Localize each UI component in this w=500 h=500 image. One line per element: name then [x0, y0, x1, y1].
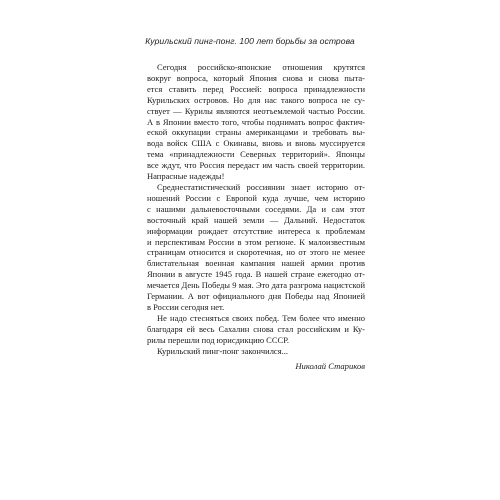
author-signature: Николай Стариков [295, 361, 365, 371]
running-head: Курильский пинг-понг. 100 лет борьбы за острова [145, 36, 355, 46]
text-line: благодаря ей весь Сахалин снова стал российским и Ку- [147, 323, 365, 334]
text-line: Сегодня российско-японские отношения крутятся [157, 62, 365, 72]
text-line: Японии в августе 1945 года. В нашей стране ежегодно от- [147, 269, 365, 280]
text-line: восточный край нашей земли — Дальний. Недостаток [147, 214, 365, 225]
text-line: ношений России с Европой куда лучше, чем историю [147, 192, 365, 203]
text-line: Среднестатистический россиянин знает историю от- [157, 181, 365, 192]
text-line: ется ставить перед Россией: вопроса принадлежности [147, 83, 365, 94]
text-line: информации рождает отсутствие интереса к проблемам [147, 225, 365, 236]
text-line: мечается День Победы 9 мая. Это дата разгрома нацистской [147, 280, 365, 291]
body-text [137, 62, 365, 356]
paragraph-3 [137, 313, 365, 346]
text-line: Курильских островов. Но для нас такого вопроса не су- [147, 94, 365, 105]
text-line: с нашими дальневосточными соседями. Да и сам этот [147, 203, 365, 214]
text-line: вокруг вопроса, который Япония снова и снова пыта- [147, 72, 365, 83]
text-line: Не надо стесняться своих побед. Тем более что именно [157, 312, 365, 323]
text-line: ствует — Курилы являются неотъемлемой частью России. [147, 105, 365, 116]
text-line: тема «принадлежности Северных территорий». Японцы [147, 149, 365, 160]
paragraph-4 [137, 346, 365, 357]
paragraph-2 [137, 182, 365, 313]
text-line: в России сегодня нет. [147, 301, 225, 312]
text-line: блистательная военная кампания нашей армии против [147, 258, 365, 269]
text-line: еской оккупации страны американцами и требовать вы- [147, 127, 365, 138]
text-line: все ждут, что Россия передаст им часть своей территории. [147, 160, 365, 171]
text-line: и перспективам России в этом регионе. К малоизвестным [147, 236, 365, 247]
text-line: рилы перешли под юрисдикцию СССР. [147, 334, 289, 345]
paragraph-1 [137, 62, 365, 182]
text-line: Курильский пинг-понг закончился... [157, 345, 288, 356]
text-line: Германии. А вот официального дня Победы над Японией [147, 291, 365, 302]
text-line: страницам относится и скоротечная, но от этого не менее [147, 247, 365, 258]
text-line: А в Японии вместо того, чтобы поднимать вопрос фактич- [147, 116, 365, 127]
text-line: Напрасные надежды! [147, 171, 225, 182]
text-line: вода войск США с Окинавы, вновь и вновь муссируется [147, 138, 365, 149]
